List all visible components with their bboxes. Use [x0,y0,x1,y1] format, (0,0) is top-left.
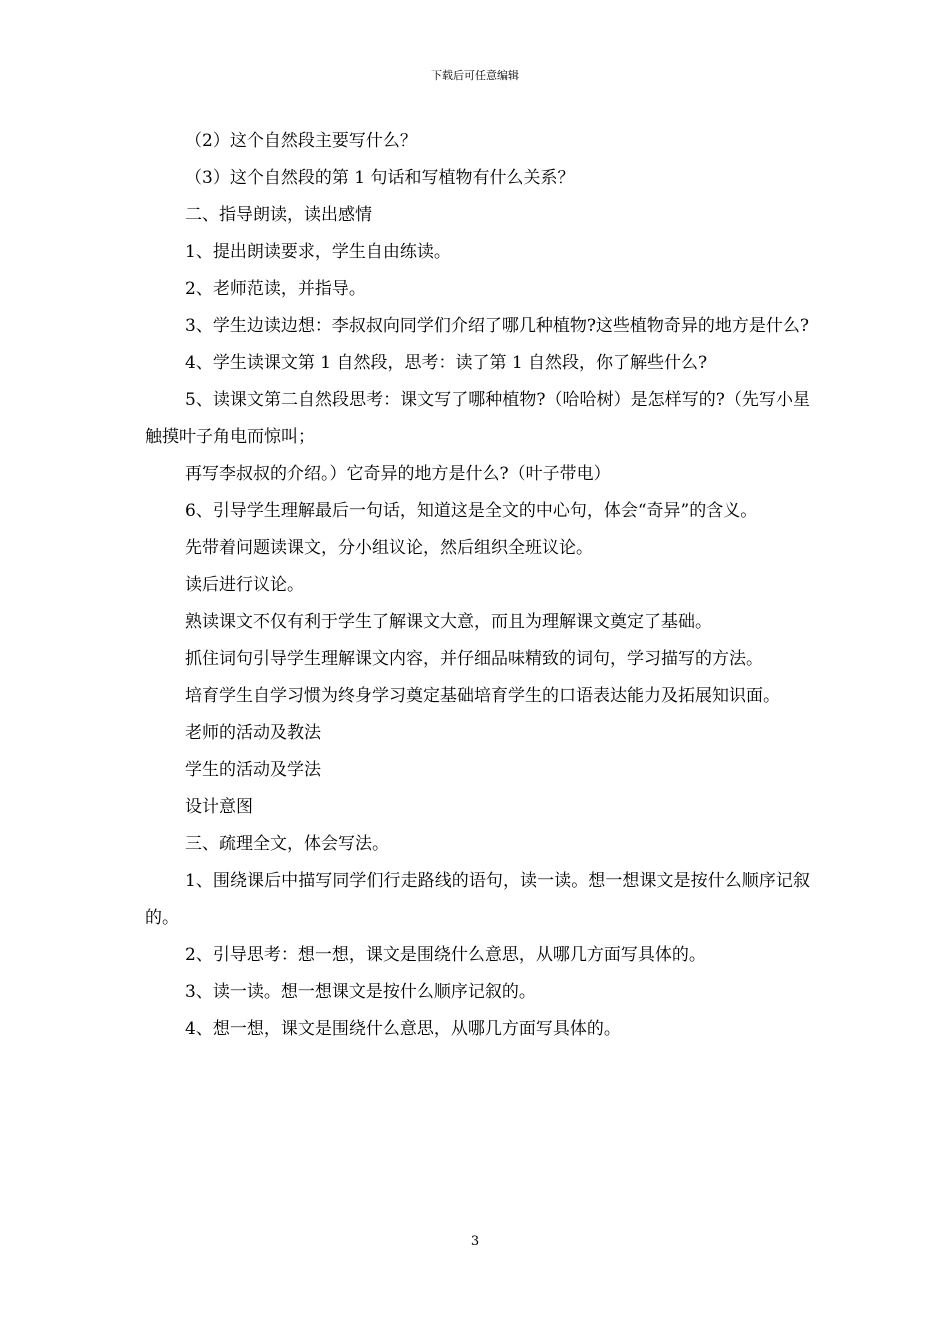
document-body [145,123,810,1048]
paragraph: 二、指导朗读，读出感情 [185,205,372,225]
page-number: 3 [470,1234,480,1249]
paragraph: 培育学生自学习惯为终身学习奠定基础培育学生的口语表达能力及拓展知识面。 [185,686,780,706]
paragraph: 2、引导思考：想一想，课文是围绕什么意思，从哪几方面写具体的。 [185,945,706,965]
paragraph: （3）这个自然段的第 1 句话和写植物有什么关系？ [185,168,575,188]
paragraph: 4、想一想，课文是围绕什么意思，从哪几方面写具体的。 [185,1019,621,1039]
paragraph: 抓住词句引导学生理解课文内容，并仔细品味精致的词句，学习描写的方法。 [185,649,763,669]
page-header: 下载后可任意编辑 [431,69,519,82]
paragraph: 5、读课文第二自然段思考：课文写了哪种植物?（哈哈树）是怎样写的?（先写小星触摸叶子角电而惊叫； [145,390,810,447]
paragraph: 6、引导学生理解最后一句话，知道这是全文的中心句，体会“奇异”的含义。 [185,501,758,521]
paragraph: 4、学生读课文第 1 自然段，思考：读了第 1 自然段，你了解些什么? [185,353,708,373]
paragraph: 3、读一读。想一想课文是按什么顺序记叙的。 [185,982,536,1002]
paragraph: 老师的活动及教法 [185,723,321,743]
paragraph: 三、疏理全文，体会写法。 [185,834,389,854]
paragraph: 2、老师范读，并指导。 [185,279,366,299]
paragraph: 设计意图 [185,797,253,817]
paragraph: 先带着问题读课文，分小组议论，然后组织全班议论。 [185,538,593,558]
paragraph: 熟读课文不仅有利于学生了解课文大意，而且为理解课文奠定了基础。 [185,612,712,632]
paragraph: 学生的活动及学法 [185,760,321,780]
paragraph: （2）这个自然段主要写什么？ [185,131,417,151]
paragraph: 1、围绕课后中描写同学们行走路线的语句，读一读。想一想课文是按什么顺序记叙的。 [145,871,810,928]
paragraph: 读后进行议论。 [185,575,304,595]
paragraph: 再写李叔叔的介绍。）它奇异的地方是什么?（叶子带电） [185,464,611,484]
paragraph: 1、提出朗读要求，学生自由练读。 [185,242,451,262]
paragraph: 3、学生边读边想：李叔叔向同学们介绍了哪几种植物?这些植物奇异的地方是什么? [185,316,810,336]
